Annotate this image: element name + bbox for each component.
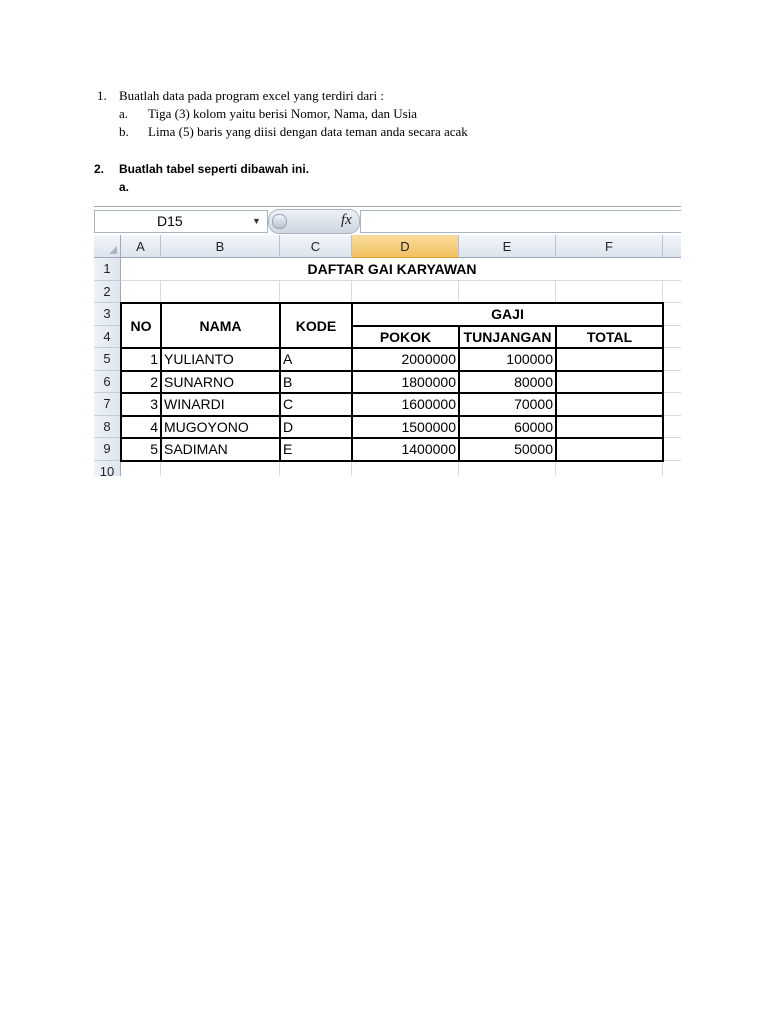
item-2-number: 2.: [94, 162, 105, 176]
cell-pokok[interactable]: 1400000: [401, 441, 456, 458]
row-header-5[interactable]: 5: [94, 348, 121, 371]
sheet-title: DAFTAR GAI KARYAWAN: [307, 261, 477, 278]
row-header-10[interactable]: 10: [94, 461, 121, 477]
cell-nama[interactable]: SUNARNO: [164, 373, 235, 390]
row-header-3[interactable]: 3: [94, 303, 121, 326]
spreadsheet-grid: [94, 235, 681, 476]
name-box[interactable]: [94, 210, 268, 233]
cell-nama[interactable]: YULIANTO: [164, 351, 234, 368]
cell-tunjangan[interactable]: 100000: [506, 351, 553, 368]
column-header-e[interactable]: E: [459, 235, 556, 258]
cell-kode[interactable]: D: [283, 418, 294, 435]
cell-tunjangan[interactable]: 80000: [514, 373, 553, 390]
column-header-b[interactable]: B: [161, 235, 280, 258]
header-gaji: GAJI: [491, 306, 524, 323]
column-header-blank: [663, 235, 681, 258]
header-total: TOTAL: [586, 328, 633, 345]
cell-pokok[interactable]: 1600000: [401, 396, 456, 413]
cell-tunjangan[interactable]: 60000: [514, 418, 553, 435]
cell-pokok[interactable]: 2000000: [401, 351, 456, 368]
column-header-a[interactable]: A: [121, 235, 161, 258]
row-header-7[interactable]: 7: [94, 393, 121, 416]
row-header-2[interactable]: 2: [94, 281, 121, 304]
cell-kode[interactable]: B: [283, 373, 293, 390]
header-nama: NAMA: [199, 317, 242, 334]
header-kode: KODE: [295, 317, 337, 334]
cell-tunjangan[interactable]: 70000: [514, 396, 553, 413]
cell-nama[interactable]: SADIMAN: [164, 441, 228, 458]
row-header-1[interactable]: 1: [94, 258, 121, 281]
name-box-value: D15: [157, 213, 183, 229]
row-header-8[interactable]: 8: [94, 416, 121, 439]
cell-no[interactable]: 4: [150, 418, 158, 435]
cell-total[interactable]: [556, 393, 663, 416]
cell-total[interactable]: [556, 438, 663, 461]
cell-total[interactable]: [556, 348, 663, 371]
formula-controls: [268, 209, 360, 234]
item-1a-letter: a.: [119, 106, 129, 121]
cell-total[interactable]: [556, 371, 663, 394]
item-1-text: Buatlah data pada program excel yang terdiri dari :: [119, 88, 384, 103]
header-pokok: POKOK: [379, 328, 432, 345]
cell-tunjangan[interactable]: 50000: [514, 441, 553, 458]
expand-handle-icon[interactable]: [272, 214, 287, 229]
item-1-number: 1.: [97, 88, 107, 103]
column-header-f[interactable]: F: [556, 235, 663, 258]
cell-pokok[interactable]: 1800000: [401, 373, 456, 390]
item-2a-letter: a.: [119, 180, 130, 194]
item-2-text: Buatlah tabel seperti dibawah ini.: [119, 162, 310, 176]
column-header-c[interactable]: C: [280, 235, 352, 258]
row-header-9[interactable]: 9: [94, 438, 121, 461]
function-icon[interactable]: fx: [341, 212, 352, 228]
formula-input[interactable]: [360, 210, 681, 233]
row-header-6[interactable]: 6: [94, 371, 121, 394]
select-all-icon: [109, 246, 117, 254]
header-tunjangan: TUNJANGAN: [463, 328, 552, 345]
cell-no[interactable]: 3: [150, 396, 158, 413]
cell-kode[interactable]: A: [283, 351, 293, 368]
cell-total[interactable]: [556, 416, 663, 439]
formula-bar: [94, 206, 681, 236]
column-header-d[interactable]: D: [352, 235, 459, 258]
cell-kode[interactable]: E: [283, 441, 293, 458]
item-1a-text: Tiga (3) kolom yaitu berisi Nomor, Nama, dan Usia: [148, 106, 418, 121]
excel-screenshot: [94, 206, 681, 476]
cell-nama[interactable]: MUGOYONO: [164, 418, 249, 435]
cell-pokok[interactable]: 1500000: [401, 418, 456, 435]
row-header-4[interactable]: 4: [94, 326, 121, 349]
item-1b-letter: b.: [119, 124, 129, 139]
cell-kode[interactable]: C: [283, 396, 294, 413]
cell-no[interactable]: 2: [150, 373, 158, 390]
chevron-down-icon[interactable]: ▼: [252, 216, 261, 226]
item-1b-text: Lima (5) baris yang diisi dengan data teman anda secara acak: [148, 124, 468, 139]
header-no: NO: [130, 317, 152, 334]
cell-no[interactable]: 5: [150, 441, 158, 458]
cell-no[interactable]: 1: [150, 351, 158, 368]
select-all-corner[interactable]: [94, 235, 121, 258]
cell-nama[interactable]: WINARDI: [164, 396, 225, 413]
